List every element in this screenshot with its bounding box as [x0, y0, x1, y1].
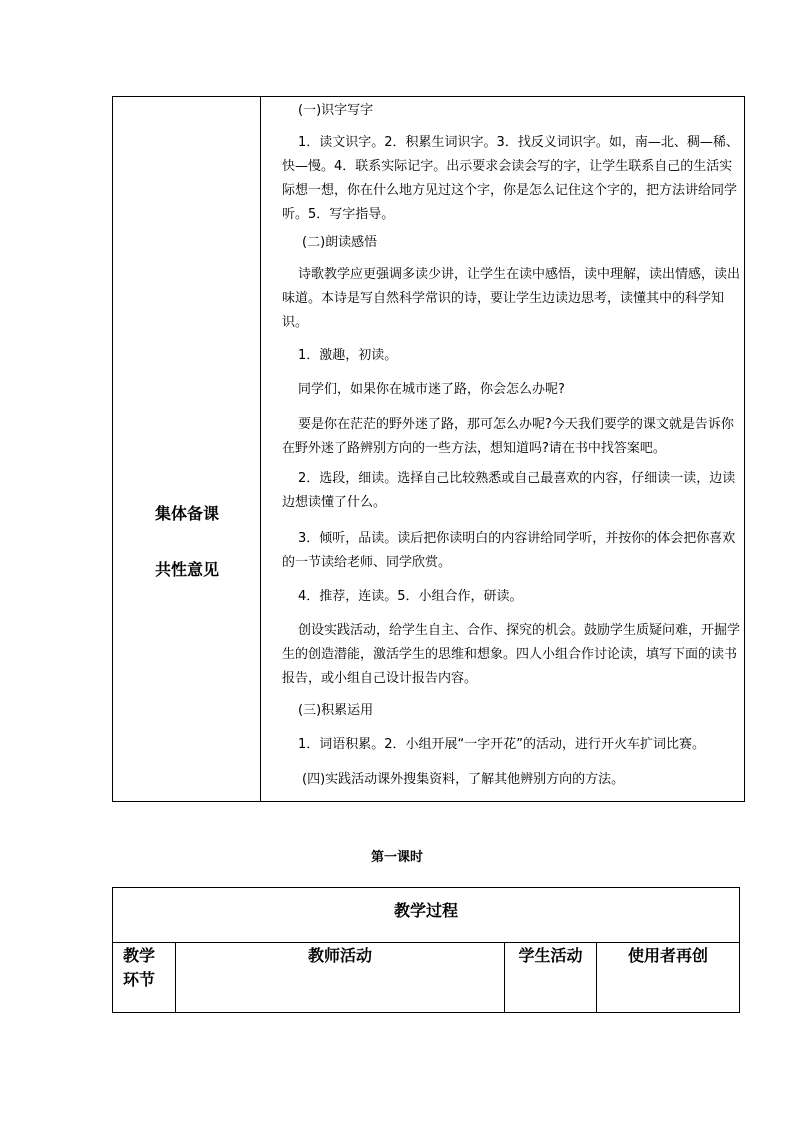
teaching-process-table: [112, 887, 740, 1013]
plan-content-cell: [262, 97, 744, 801]
plan-paragraph: 1．激趣，初读。: [298, 348, 398, 363]
process-title: 教学过程: [113, 888, 739, 943]
plan-paragraph: 4．推荐，连读。5．小组合作，研读。: [298, 589, 523, 604]
plan-paragraph: 1．词语积累。2．小组开展“一字开花”的活动，进行开火车扩词比赛。: [298, 737, 706, 752]
col-user-recreation: 使用者再创: [627, 946, 708, 965]
plan-heading-practice: (四)实践活动课外搜集资料，了解其他辨别方向的方法。: [302, 772, 625, 787]
plan-paragraph: 1．读文识字。2．积累生词识字。3．找反义词识字。如，南—北、稠—稀、快—慢。4．联系实际记字。出示要求会读会写的字，让学生联系自己的生活实际想一想，你在什么地方见过这个字，你是怎么记住这个字的，把方法讲给同学听。5．写字指导。: [282, 135, 739, 222]
plan-heading-reading: (二)朗读感悟: [302, 235, 378, 250]
plan-paragraph: 创设实践活动，给学生自主、合作、探究的机会。鼓励学生质疑问难，开掘学生的创造潜能，激活学生的思维和想象。四人小组合作讨论读，填写下面的读书报告，或小组自己设计报告内容。: [282, 623, 741, 686]
plan-label-collective: 集体备课: [154, 504, 219, 523]
plan-label-cell: [113, 97, 261, 801]
plan-heading-accumulate: (三)积累运用: [298, 703, 374, 718]
lesson-plan-table: [112, 96, 745, 802]
plan-heading-literacy: (一)识字写字: [298, 103, 374, 118]
plan-paragraph: 要是你在茫茫的野外迷了路，那可怎么办呢?今天我们要学的课文就是告诉你在野外迷了路辨别方向的一些方法，想知道吗?请在书中找答案吧。: [282, 417, 734, 456]
plan-paragraph: 诗歌教学应更强调多读少讲，让学生在读中感悟，读中理解，读出情感，读出味道。本诗是写自然科学常识的诗，要让学生边读边思考，读懂其中的科学知识。: [282, 267, 741, 330]
plan-label-common: 共性意见: [154, 560, 219, 579]
col-teacher-activity: 教师活动: [176, 943, 505, 1012]
col-teaching-stage: 教学环节: [113, 943, 176, 1012]
plan-paragraph: 2．选段，细读。选择自己比较熟悉或自己最喜欢的内容，仔细读一读，边读边想读懂了什么。: [282, 471, 736, 510]
plan-paragraph: 同学们，如果你在城市迷了路，你会怎么办呢?: [298, 382, 565, 397]
plan-paragraph: 3．倾听，品读。读后把你读明白的内容讲给同学听，并按你的体会把你喜欢的一节读给老师、同学欣赏。: [282, 531, 736, 570]
section-title: 第一课时: [370, 850, 423, 865]
col-student-activity: 学生活动: [505, 943, 597, 1012]
